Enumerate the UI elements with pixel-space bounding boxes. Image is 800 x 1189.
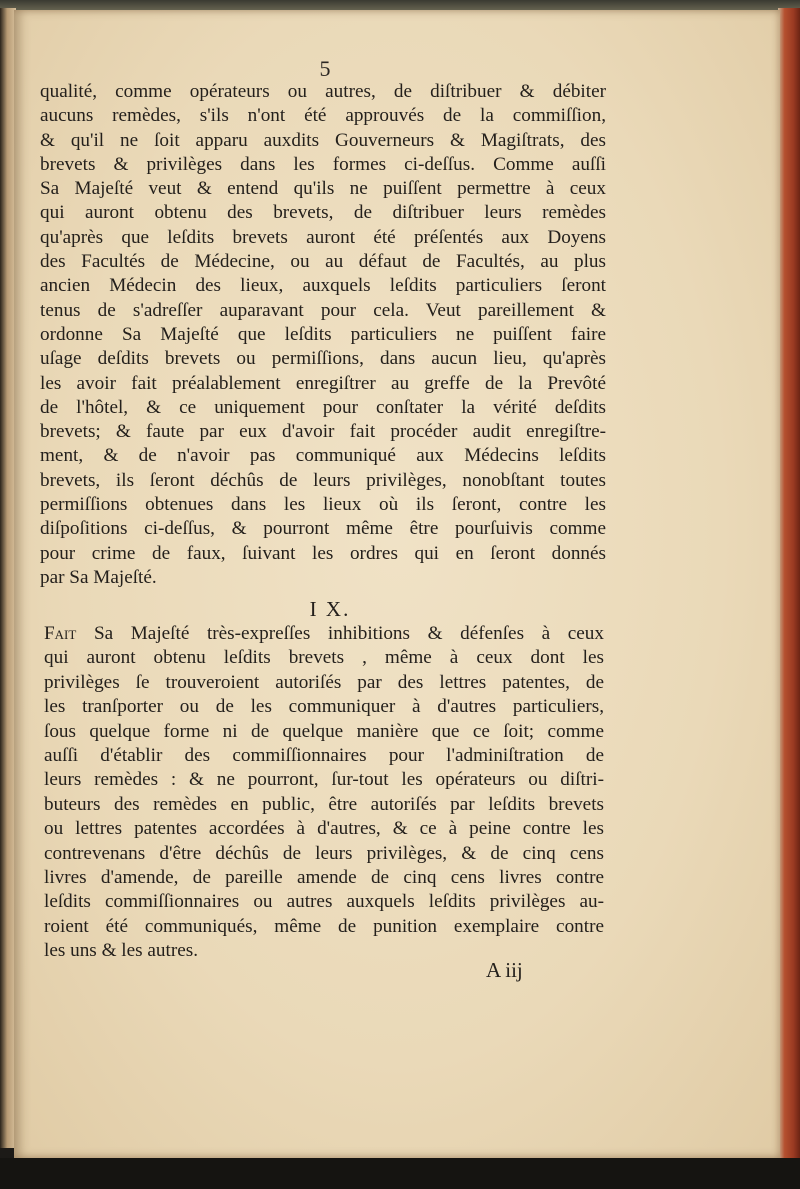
- drop-word: Fait: [44, 623, 77, 644]
- page-number: 5: [319, 56, 331, 81]
- text-line: livres d'amende, de pareille amende de cinq cens livres contre: [44, 866, 604, 888]
- scan-bottom-border: [0, 1158, 800, 1189]
- text-line: aucuns remèdes, s'ils n'ont été approuvés de la commiſſion,: [40, 105, 606, 127]
- text-line: brevets & privilèges dans les formes ci-deſſus. Comme auſſi: [40, 153, 606, 175]
- text-line: des Facultés de Médecine, ou au défaut de Facultés, au plus: [40, 251, 606, 273]
- text-line: contrevenans d'être déchûs de leurs privilèges, & de cinq cens: [44, 842, 604, 864]
- text-line: Sa Majeſté veut & entend qu'ils ne puiſſent permettre à ceux: [40, 178, 606, 200]
- text-line: qualité, comme opérateurs ou autres, de diſtribuer & débiter: [40, 81, 606, 102]
- text-line: les tranſporter ou de les communiquer à d'autres particuliers,: [44, 696, 604, 718]
- text-line: qui auront obtenu des brevets, de diſtribuer leurs remèdes: [40, 202, 606, 224]
- text-line: ancien Médecin des lieux, auxquels leſdits particuliers ſeront: [40, 275, 606, 297]
- text-line: permiſſions obtenues dans les lieux où ils ſeront, contre les: [40, 494, 606, 516]
- article-paragraph: [44, 622, 604, 963]
- red-page-edge: [778, 8, 800, 1158]
- text-line: diſpoſitions ci-deſſus, & pourront même être pourſuivis comme: [40, 518, 606, 540]
- text-line: qui auront obtenu leſdits brevets , même à ceux dont les: [44, 647, 604, 669]
- text-line-first: [44, 622, 604, 646]
- text-line: roient été communiqués, même de punition exemplaire contre: [44, 915, 604, 937]
- text-line: par Sa Majeſté.: [40, 566, 157, 588]
- text-line: leſdits commiſſionnaires ou autres auxquels leſdits privilèges au-: [44, 891, 604, 913]
- text-line: de l'hôtel, & ce uniquement pour conſtater la vérité deſdits: [40, 396, 606, 418]
- text-line: brevets, ils ſeront déchûs de leurs privilèges, nonobſtant toutes: [40, 469, 606, 491]
- text-line: brevets; & faute par eux d'avoir fait procéder audit enregiſtre-: [40, 421, 606, 443]
- text-line: auſſi d'établir des commiſſionnaires pour l'adminiſtration de: [44, 744, 604, 766]
- section-heading: I X.: [309, 597, 351, 621]
- text-line: pour crime de faux, ſuivant les ordres qui en ſeront donnés: [40, 542, 606, 564]
- text-line: & qu'il ne ſoit apparu auxdits Gouverneurs & Magiſtrats, des: [40, 129, 606, 151]
- text-line: buteurs des remèdes en public, être autoriſés par leſdits brevets: [44, 793, 604, 815]
- text-line: les uns & les autres.: [44, 940, 199, 962]
- text-line: tenus de s'adreſſer auparavant pour cela. Veut pareillement &: [40, 299, 606, 321]
- text-line: leurs remèdes : & ne pourront, ſur-tout les opérateurs ou diſtri-: [44, 769, 604, 791]
- text-line: qu'après que leſdits brevets auront été préſentés aux Doyens: [40, 226, 606, 248]
- text-line: privilèges ſe trouveroient autoriſés par des lettres patentes, de: [44, 671, 604, 693]
- printer-signature-mark: A iij: [486, 958, 523, 982]
- first-line-text: Sa Majeſté très-expreſſes inhibitions & défenſes à ceux: [76, 623, 604, 644]
- text-line: ou lettres patentes accordées à d'autres, & ce à peine contre les: [44, 818, 604, 840]
- text-line: uſage deſdits brevets ou permiſſions, dans aucun lieu, qu'après: [40, 348, 606, 370]
- paragraph-continued: [40, 80, 606, 590]
- text-line: les avoir fait préalablement enregiſtrer au greffe de la Prevôté: [40, 372, 606, 394]
- text-line: ordonne Sa Majeſté que leſdits particuliers ne puiſſent faire: [40, 323, 606, 345]
- text-line: ment, & de n'avoir pas communiqué aux Médecins leſdits: [40, 445, 606, 467]
- text-line: ſous quelque forme ni de quelque manière que ce ſoit; comme: [44, 720, 604, 742]
